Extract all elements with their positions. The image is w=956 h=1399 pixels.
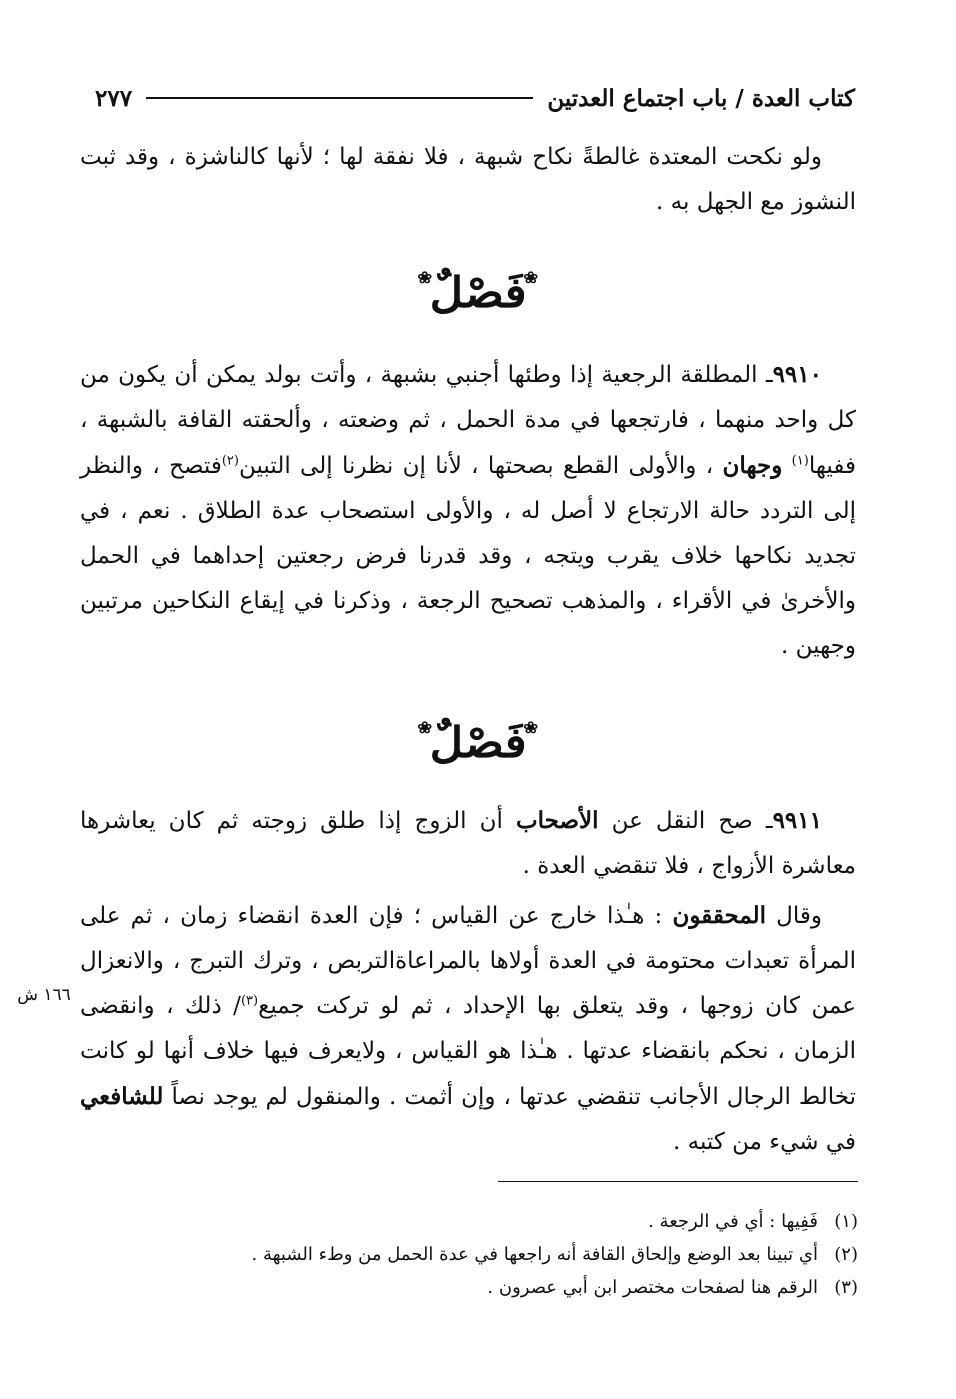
ornament-icon: ❀ — [523, 718, 539, 737]
ornament-icon: ❀ — [417, 718, 433, 737]
footnote-ref: (٣) — [240, 993, 259, 1009]
section2-text-before: ـ صح النقل عن — [598, 808, 773, 834]
footnote-text: فَفِيها : أي في الرجعة . — [648, 1211, 818, 1232]
page-number: ٢٧٧ — [95, 84, 133, 112]
header-title: كتاب العدة / باب اجتماع العدتين — [547, 84, 855, 112]
footnote-separator — [498, 1181, 858, 1182]
bold-term: وجهان — [722, 452, 783, 479]
margin-page-reference: ١٦٦ ش — [17, 985, 71, 1005]
footnote-item — [150, 1205, 858, 1238]
section1-text-after: فتصح ، والنظر إلى التردد حالة الارتجاع لا أصل له ، والأولى استصحاب عدة الطلاق . نعم ، في تجديد نكاحها خلاف يقرب ويتجه ، وقد قدرنا فرض رجعتين إحداهما في الحمل والأخرىٰ في الأقراء ، والمذهب تصحيح الرجعة ، وذكرنا في إيقاع النكاحين مرتبين وجهين . — [80, 453, 856, 659]
intro-paragraph — [80, 135, 856, 225]
paragraph3-start: وقال — [766, 903, 822, 929]
ornament-icon: ❀ — [417, 268, 433, 287]
header-rule — [146, 97, 533, 99]
footnote-item — [150, 1238, 858, 1271]
running-header — [95, 78, 855, 118]
footnote-text: أي تبينا بعد الوضع وإلحاق القافة أنه راجعها في عدة الحمل من وطء الشبهة . — [251, 1244, 818, 1265]
footnote-ref: (٢) — [221, 453, 239, 469]
paragraph3-part1: : هـٰذا خارج عن القياس ؛ فإن العدة انقضاء زمان ، ثم على المرأة تعبدات محتومة في العدة أولاها بالمراعاةالتربص ، وترك التبرج ، والانعزال عمن كان زوجها ، وقد يتعلق بها الإحداد ، ثم لو تركت جميع — [80, 903, 856, 1019]
footnote-ref: (١) — [791, 453, 809, 469]
paragraph3-part3: في شيء من كتبه . — [673, 1129, 856, 1155]
ornament-icon: ❀ — [523, 268, 539, 287]
footnote-item — [150, 1271, 858, 1304]
bold-term: المحققون — [672, 902, 767, 929]
paragraph3-text — [80, 893, 856, 1165]
footnotes — [150, 1205, 858, 1304]
section-heading-2 — [0, 718, 956, 767]
paragraph-3 — [80, 893, 856, 1165]
issue-number: ٩٩١١ — [772, 807, 822, 834]
footnote-mark: (١) — [834, 1211, 858, 1232]
bold-term: للشافعي — [80, 1083, 164, 1110]
paragraph3-part2: / ذلك ، وانقضى الزمان ، نحكم بانقضاء عدتها . هـٰذا هو القياس ، ولايعرف فيها خلاف أنها لو كانت تخالط الرجال الأجانب تنقضي عدتها ، وإن أثمت . والمنقول لم يوجد نصاً — [80, 993, 856, 1110]
section1-text-before: ـ المطلقة الرجعية إذا وطئها أجنبي بشبهة ، وأتت بولد يمكن أن يكون من كل واحد منهما ، فارتجعها في مدة الحمل ، ثم وضعته ، وألحقته القافة بالشبهة ، ففيها — [80, 362, 856, 479]
footnote-mark: (٢) — [834, 1244, 858, 1265]
section1-text-middle: ، والأولى القطع بصحتها ، لأنا إن نظرنا إلى التبين — [238, 453, 723, 479]
section-heading-text: فَصْلٌ — [429, 268, 527, 317]
section1-paragraph — [80, 352, 856, 669]
footnote-text: الرقم هنا لصفحات مختصر ابن أبي عصرون . — [487, 1277, 818, 1298]
intro-text: ولو نكحت المعتدة غالطةً نكاح شبهة ، فلا نفقة لها ؛ لأنها كالناشزة ، وقد ثبت النشوز مع الجهل به . — [80, 144, 856, 215]
footnote-mark: (٣) — [834, 1277, 858, 1298]
section1-text — [80, 352, 856, 669]
section-heading-1 — [0, 268, 956, 317]
section2-text-after: أن الزوج إذا طلق زوجته ثم كان يعاشرها معاشرة الأزواج ، فلا تنقضي العدة . — [80, 808, 856, 879]
section2-text — [80, 798, 856, 889]
section-heading-text: فَصْلٌ — [429, 718, 527, 767]
section2-paragraph — [80, 798, 856, 889]
bold-term: الأصحاب — [515, 807, 599, 834]
issue-number: ٩٩١٠ — [772, 361, 822, 388]
